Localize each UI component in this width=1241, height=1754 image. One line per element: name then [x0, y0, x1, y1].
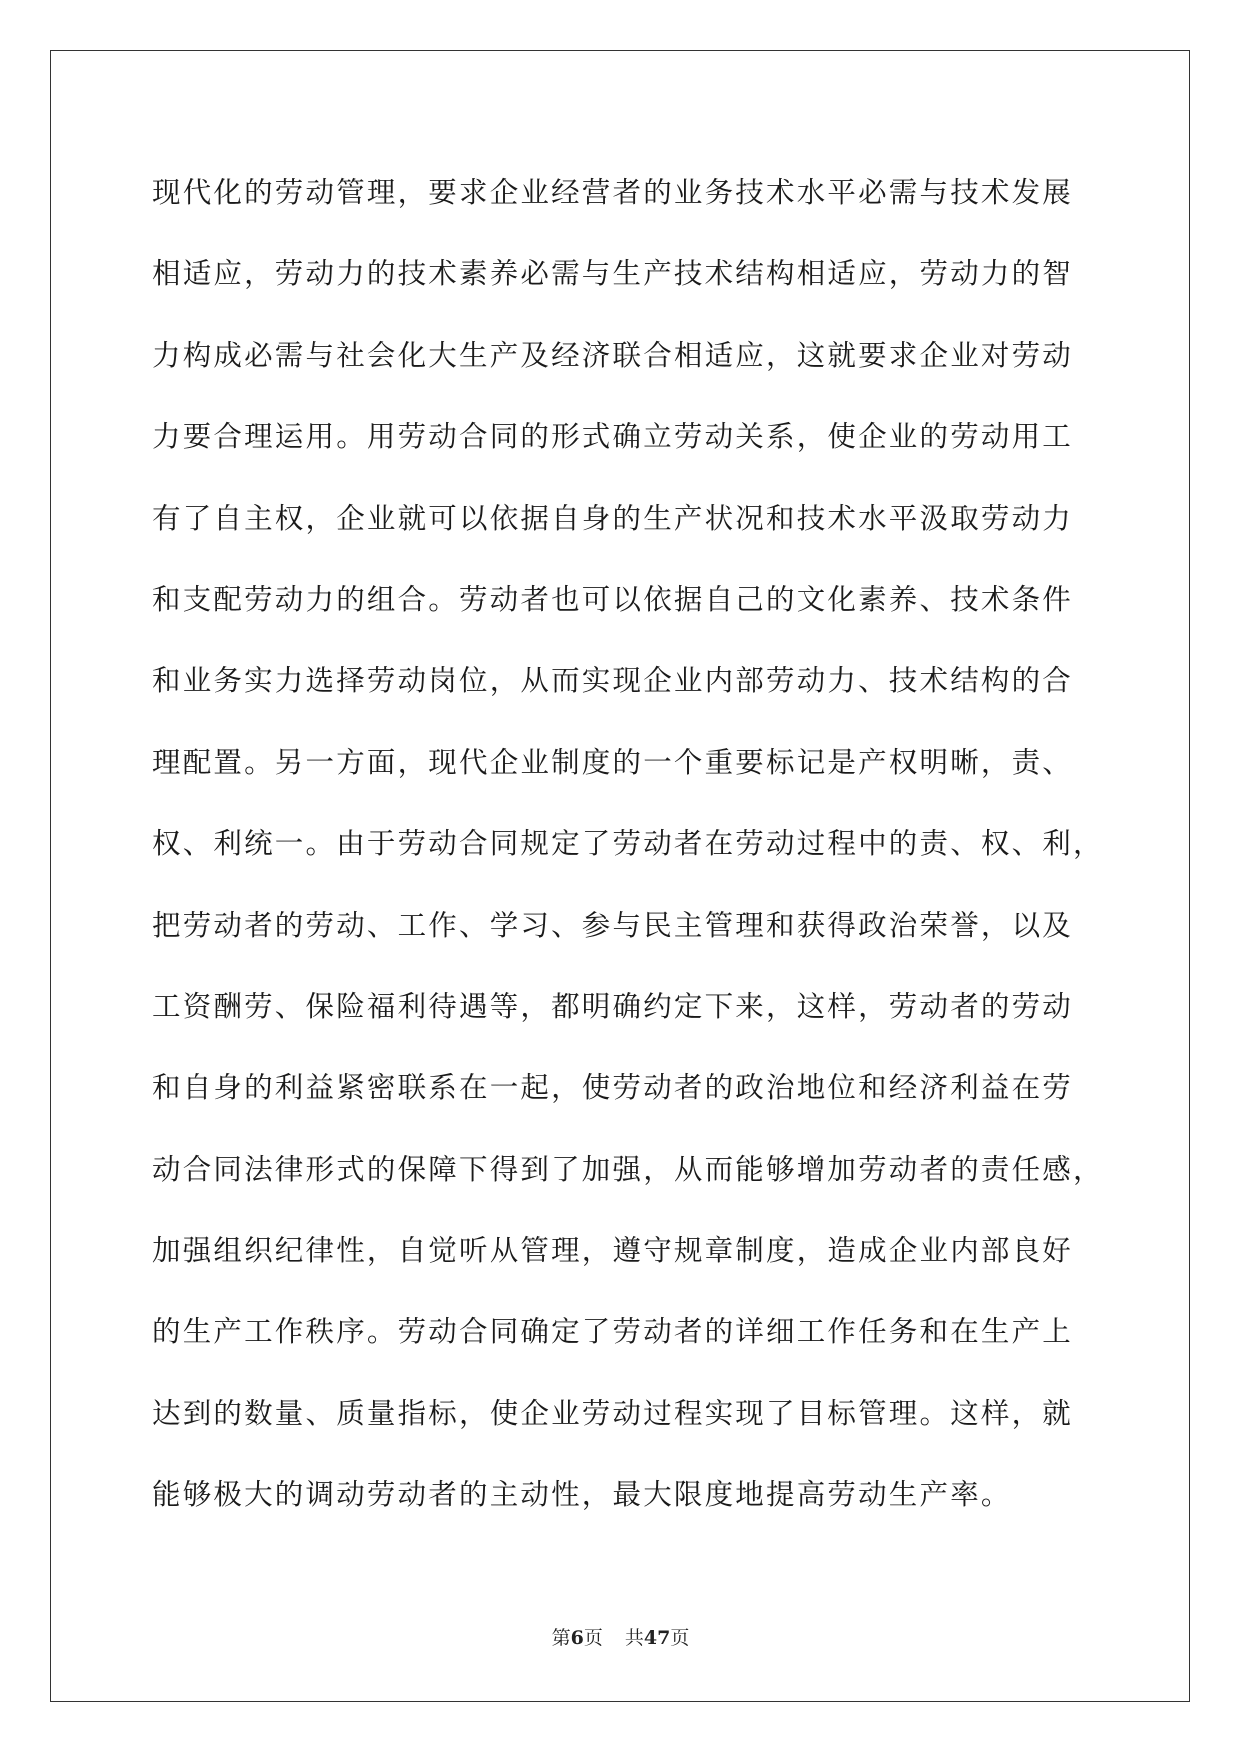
text-line: 和自身的利益紧密联系在一起，使劳动者的政治地位和经济利益在劳 [152, 1071, 1074, 1105]
total-suffix: 页 [670, 1627, 690, 1649]
text-line: 的生产工作秩序。劳动合同确定了劳动者的详细工作任务和在生产上 [152, 1315, 1074, 1349]
text-line: 权、利统一。由于劳动合同规定了劳动者在劳动过程中的责、权、利， [152, 827, 1104, 861]
text-line: 把劳动者的劳动、工作、学习、参与民主管理和获得政治荣誉，以及 [152, 908, 1074, 942]
text-line: 达到的数量、质量指标，使企业劳动过程实现了目标管理。这样，就 [152, 1396, 1074, 1430]
text-line: 有了自主权，企业就可以依据自身的生产状况和技术水平汲取劳动力 [152, 501, 1074, 535]
text-line: 能够极大的调动劳动者的主动性，最大限度地提高劳动生产率。 [152, 1478, 1012, 1512]
text-line: 加强组织纪律性，自觉听从管理，遵守规章制度，造成企业内部良好 [152, 1234, 1074, 1268]
page-footer [0, 1623, 1241, 1650]
text-line: 工资酬劳、保险福利待遇等，都明确约定下来，这样，劳动者的劳动 [152, 989, 1074, 1023]
page-number: 6 [570, 1627, 584, 1649]
page-suffix: 页 [583, 1627, 603, 1649]
text-line: 动合同法律形式的保障下得到了加强，从而能够增加劳动者的责任感， [152, 1152, 1104, 1186]
body-text [152, 165, 1104, 1549]
text-line: 力要合理运用。用劳动合同的形式确立劳动关系，使企业的劳动用工 [152, 420, 1074, 454]
text-line: 理配置。另一方面，现代企业制度的一个重要标记是产权明晰，责、 [152, 745, 1074, 779]
total-pages: 47 [643, 1627, 671, 1649]
total-prefix: 共 [624, 1627, 644, 1649]
text-line: 和业务实力选择劳动岗位，从而实现企业内部劳动力、技术结构的合 [152, 664, 1074, 698]
page-prefix: 第 [551, 1627, 571, 1649]
text-line: 现代化的劳动管理，要求企业经营者的业务技术水平必需与技术发展 [152, 176, 1074, 209]
text-line: 和支配劳动力的组合。劳动者也可以依据自己的文化素养、技术条件 [152, 582, 1074, 616]
text-line: 力构成必需与社会化大生产及经济联合相适应，这就要求企业对劳动 [152, 338, 1074, 372]
text-line: 相适应，劳动力的技术素养必需与生产技术结构相适应，劳动力的智 [152, 257, 1074, 291]
